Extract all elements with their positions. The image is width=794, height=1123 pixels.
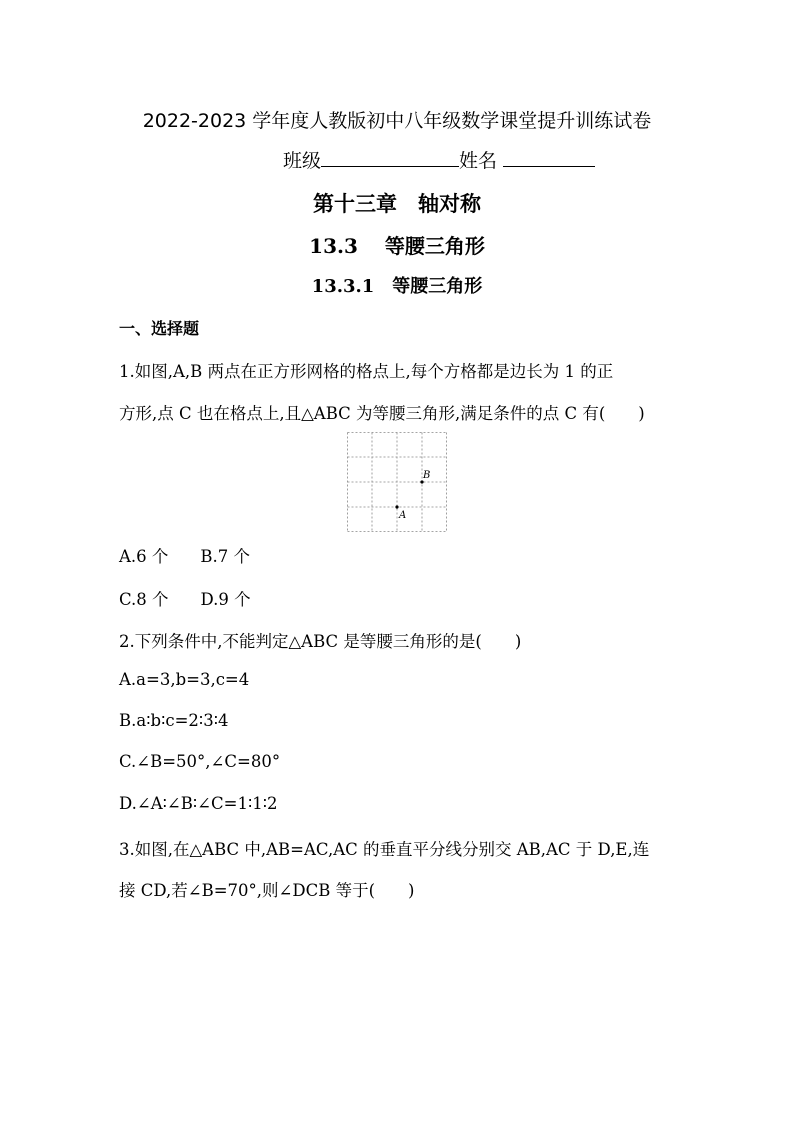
- class-label: 班级: [283, 150, 322, 172]
- question-2-line-1: 2.下列条件中,不能判定△ABC 是等腰三角形的是( ): [119, 632, 522, 651]
- name-blank: [503, 148, 595, 167]
- name-label: 姓名: [459, 150, 498, 172]
- class-blank: [321, 148, 459, 167]
- option-a[interactable]: A.6 个: [119, 547, 169, 566]
- section-title: 13.3 等腰三角形: [309, 234, 485, 258]
- question-2-option-d[interactable]: D.∠A∶∠B∶∠C=1∶1∶2: [119, 794, 278, 813]
- chapter-title: 第十三章 轴对称: [313, 191, 481, 216]
- question-1-options-row-2: [119, 586, 251, 610]
- question-3-line-1: 3.如图,在△ABC 中,AB=AC,AC 的垂直平分线分别交 AB,AC 于 D,E,连: [119, 840, 650, 859]
- point-a: [395, 505, 398, 508]
- question-2-option-b[interactable]: B.a∶b∶c=2∶3∶4: [119, 711, 229, 730]
- grid-figure: [347, 432, 447, 532]
- question-1-options-row-1: [119, 543, 250, 567]
- part-heading: 一、选择题: [119, 319, 200, 338]
- label-a: A: [399, 510, 407, 521]
- label-b: B: [423, 470, 431, 481]
- question-2-option-c[interactable]: C.∠B=50°,∠C=80°: [119, 752, 281, 771]
- question-2-option-a[interactable]: A.a=3,b=3,c=4: [119, 670, 250, 689]
- question-3-line-2: 接 CD,若∠B=70°,则∠DCB 等于( ): [119, 881, 415, 900]
- subsection-title: 13.3.1 等腰三角形: [311, 276, 483, 297]
- option-b[interactable]: B.7 个: [200, 547, 251, 566]
- question-1-line-1: 1.如图,A,B 两点在正方形网格的格点上,每个方格都是边长为 1 的正: [119, 362, 614, 381]
- option-c[interactable]: C.8 个: [119, 590, 169, 609]
- exam-title: 2022-2023 学年度人教版初中八年级数学课堂提升训练试卷: [142, 110, 652, 132]
- question-1-line-2: 方形,点 C 也在格点上,且△ABC 为等腰三角形,满足条件的点 C 有( ): [119, 404, 645, 423]
- student-info-line: [283, 146, 595, 173]
- option-d[interactable]: D.9 个: [200, 590, 251, 609]
